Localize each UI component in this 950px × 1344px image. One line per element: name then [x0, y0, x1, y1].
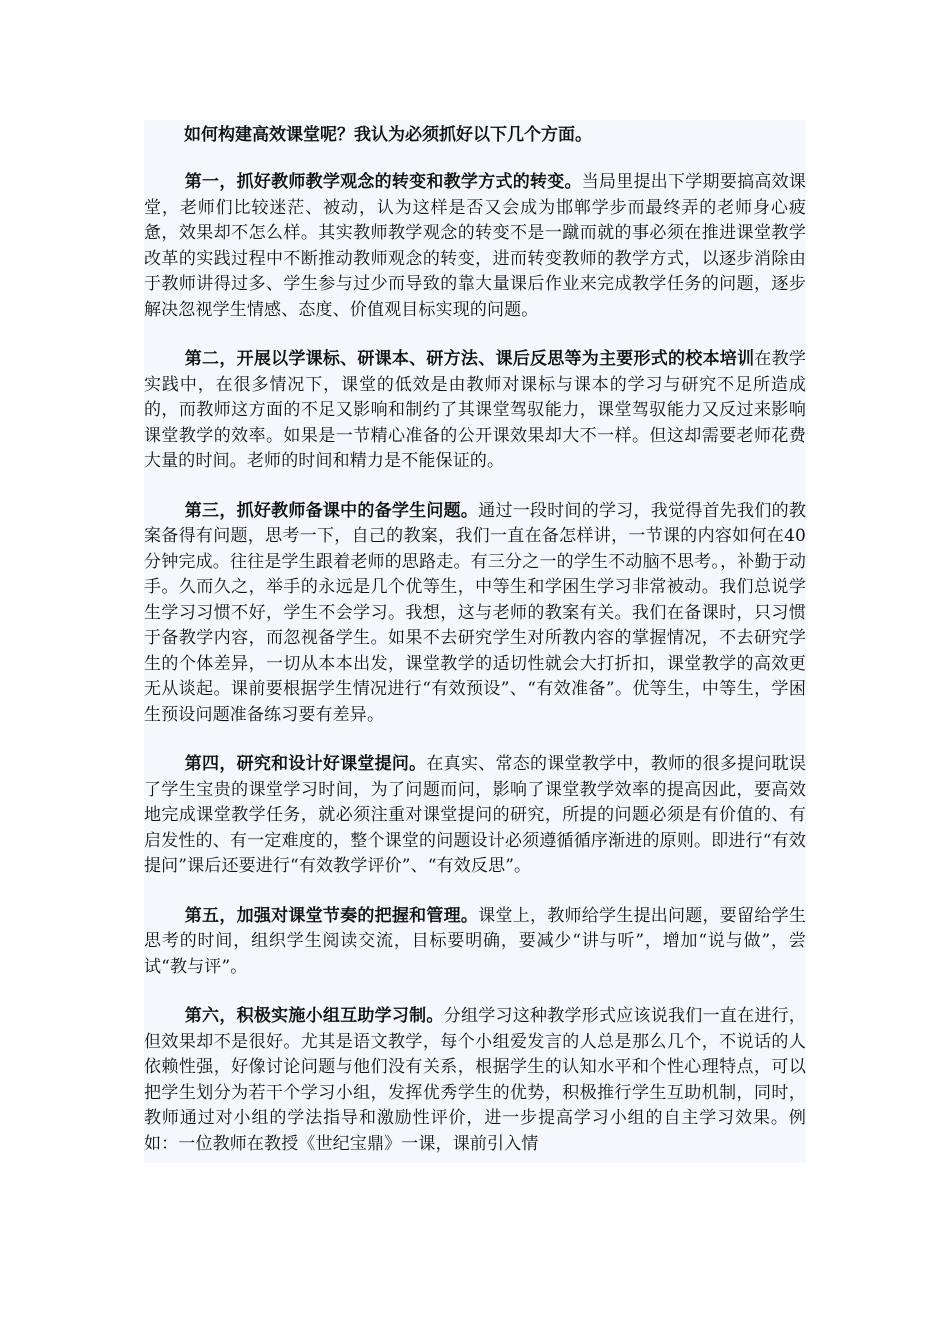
section-6	[144, 1004, 806, 1157]
section-1-heading: 第一，抓好教师教学观念的转变和教学方式的转变。	[184, 172, 582, 192]
section-1-body: 当局里提出下学期要搞高效课堂，老师们比较迷茫、被动，认为这样是否又会成为邯郸学步而最终弄的老师身心疲惫，效果却不怎么样。其实教师教学观念的转变不是一蹴而就的事必须在推进课堂教学改革的实践过程中不断推动教师观念的转变，进而转变教师的教学方式，以逐步消除由于教师讲得过多、学生参与过少而导致的靠大量课后作业来完成教学任务的问题，逐步解决忽视学生情感、态度、价值观目标实现的问题。	[144, 172, 807, 320]
intro-line: 如何构建高效课堂呢？我认为必须抓好以下几个方面。	[184, 125, 592, 145]
section-4-heading: 第四，研究和设计好课堂提问。	[184, 754, 427, 774]
document-text-block	[144, 120, 806, 1163]
section-3	[144, 499, 806, 729]
section-3-heading: 第三，抓好教师备课中的备学生问题。	[184, 500, 479, 521]
section-5-heading: 第五，加强对课堂节奏的把握和管理。	[184, 905, 479, 926]
section-6-heading: 第六，积极实施小组互助学习制。	[184, 1006, 444, 1026]
section-4-body: 在真实、常态的课堂教学中，教师的很多提问耽误了学生宝贵的课堂学习时间，为了问题而问，影响了课堂教学效率的提高因此，要高效地完成课堂教学任务，就必须注重对课堂提问的研究，所提的问题必须是有价值的、有启发性的、有一定难度的，整个课堂的问题设计必须遵循循序渐进的原则。即进行“有效提问”课后还要进行“有效教学评价”、“有效反思”。	[144, 754, 806, 876]
section-2-heading: 第二，开展以学课标、研课本、研方法、课后反思等为主要形式的校本培训	[184, 349, 755, 369]
section-1	[144, 170, 806, 323]
section-2	[144, 347, 806, 475]
section-3-body: 通过一段时间的学习，我觉得首先我们的教案备得有问题，思考一下，自己的教案，我们一直在备怎样讲，一节课的内容如何在40分钟完成。往往是学生跟着老师的思路走。有三分之一的学生不动脑不思考。，补勤于动手。久而久之，举手的永远是几个优等生，中等生和学困生学习非常被动。我们总说学生学习习惯不好，学生不会学习。我想，这与老师的教案有关。我们在备课时，只习惯于备教学内容，而忽视备学生。如果不去研究学生对所教内容的掌握情况，不去研究学生的个体差异，一切从本本出发，课堂教学的适切性就会大打折扣，课堂教学的高效更无从谈起。课前要根据学生情况进行“有效预设”、“有效准备”。优等生，中等生，学困生预设问题准备练习要有差异。	[144, 500, 806, 725]
section-2-body: 在教学实践中，在很多情况下，课堂的低效是由教师对课标与课本的学习与研究不足所造成的，而教师这方面的不足又影响和制约了其课堂驾驭能力，课堂驾驭能力又反过来影响课堂教学的效率。如果是一节精心准备的公开课效果却大不一样。但这却需要老师花费大量的时间。老师的时间和精力是不能保证的。	[144, 349, 806, 471]
section-4	[144, 752, 806, 880]
section-5-body: 课堂上，教师给学生提出问题，要留给学生思考的时间，组织学生阅读交流，目标要明确，要减少“讲与听”，增加“说与做”，尝试“教与评”。	[144, 905, 806, 977]
section-6-body: 分组学习这种教学形式应该说我们一直在进行，但效果却不是很好。尤其是语文教学，每个小组爱发言的人总是那么几个，不说话的人依赖性强，好像讨论问题与他们没有关系，根据学生的认知水平和个性心理特点，可以把学生划分为若干个学习小组，发挥优秀学生的优势，积极推行学生互助机制，同时，教师通过对小组的学法指导和激励性评价，进一步提高学习小组的自主学习效果。例如：一位教师在教授《世纪宝鼎》一课，课前引入情	[144, 1006, 807, 1154]
section-5	[144, 904, 806, 981]
